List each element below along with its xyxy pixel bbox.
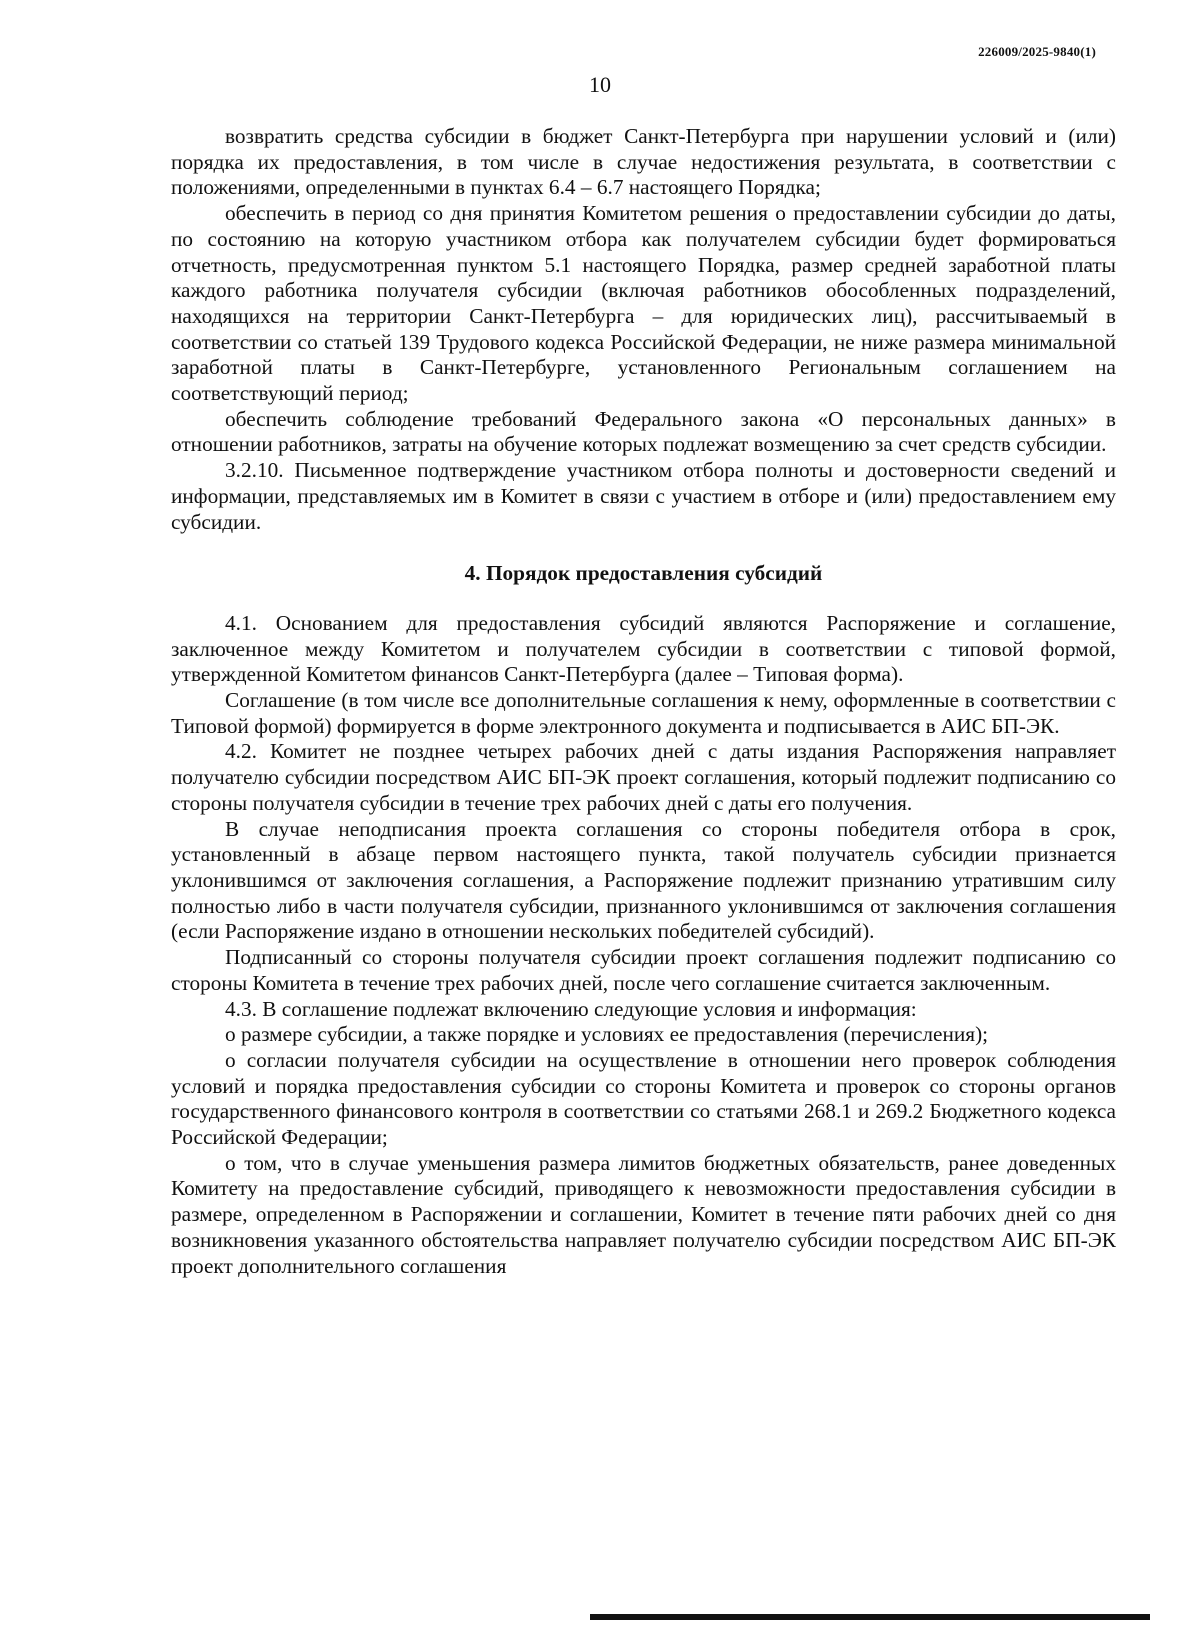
paragraph: 4.3. В соглашение подлежат включению следующие условия и информация: bbox=[225, 996, 917, 1021]
paragraph: о том, что в случае уменьшения размера лимитов бюджетных обязательств, ранее доведенных Комитету на предоставление субсидий, приводящего к невозможности предоставления субсидии в размере, определенном в Распоряжении и соглашении, Комитет в течение пяти рабочих дней со дня возникновения указанного обстоятельства направляет получателю субсидии посредством АИС БП-ЭК проект дополнительного соглашения bbox=[171, 1150, 1116, 1278]
document-body bbox=[171, 124, 1116, 1279]
section-heading: 4. Порядок предоставления субсидий bbox=[464, 561, 823, 586]
paragraph: обеспечить в период со дня принятия Комитетом решения о предоставлении субсидии до даты, по состоянию на которую участником отбора как получателем субсидии будет формироваться отчетность, предусмотренная пунктом 5.1 настоящего Порядка, размер средней заработной платы каждого работника получателя субсидии (включая работников обособленных подразделений, находящихся на территории Санкт-Петербурга – для юридических лиц), рассчитываемый в соответствии со статьей 139 Трудового кодекса Российской Федерации, не ниже размера минимальной заработной платы в Санкт-Петербурге, установленного Региональным соглашением на соответствующий период; bbox=[171, 201, 1116, 406]
document-reference-number: 226009/2025-9840(1) bbox=[978, 44, 1096, 59]
paragraph: В случае неподписания проекта соглашения со стороны победителя отбора в срок, установленный в абзаце первом настоящего пункта, такой получатель субсидии признается уклонившимся от заключения соглашения, а Распоряжение подлежит признанию утратившим силу полностью либо в части получателя субсидии, признанного уклонившимся от заключения соглашения (если Распоряжение издано в отношении нескольких победителей субсидий). bbox=[171, 816, 1116, 944]
paragraph: Соглашение (в том числе все дополнительные соглашения к нему, оформленные в соответствии с Типовой формой) формируется в форме электронного документа и подписывается в АИС БП-ЭК. bbox=[171, 688, 1116, 738]
paragraph: возвратить средства субсидии в бюджет Санкт-Петербурга при нарушении условий и (или) порядка их предоставления, в том числе в случае недостижения результата, в соответствии с положениями, определенными в пунктах 6.4 – 6.7 настоящего Порядка; bbox=[171, 124, 1116, 200]
paragraph: 4.1. Основанием для предоставления субсидий являются Распоряжение и соглашение, заключенное между Комитетом и получателем субсидии в соответствии с типовой формой, утвержденной Комитетом финансов Санкт-Петербурга (далее – Типовая форма). bbox=[171, 610, 1116, 687]
paragraph: о согласии получателя субсидии на осуществление в отношении него проверок соблюдения условий и порядка предоставления субсидии со стороны Комитета и проверок со стороны органов государственного финансового контроля в соответствии со статьями 268.1 и 269.2 Бюджетного кодекса Российской Федерации; bbox=[171, 1047, 1116, 1150]
page-number: 10 bbox=[589, 72, 611, 97]
paragraph: 3.2.10. Письменное подтверждение участником отбора полноты и достоверности сведений и информации, представляемых им в Комитет в связи с участием в отборе и (или) предоставлением ему субсидии. bbox=[171, 458, 1116, 534]
paragraph: 4.2. Комитет не позднее четырех рабочих дней с даты издания Распоряжения направляет получателю субсидии посредством АИС БП-ЭК проект соглашения, который подлежит подписанию со стороны получателя субсидии в течение трех рабочих дней с даты его получения. bbox=[171, 739, 1116, 815]
paragraph: о размере субсидии, а также порядке и условиях ее предоставления (перечисления); bbox=[225, 1022, 989, 1047]
paragraph: Подписанный со стороны получателя субсидии проект соглашения подлежит подписанию со стороны Комитета в течение трех рабочих дней, после чего соглашение считается заключенным. bbox=[171, 945, 1116, 995]
paragraph: обеспечить соблюдение требований Федерального закона «О персональных данных» в отношении работников, затраты на обучение которых подлежат возмещению за счет средств субсидии. bbox=[171, 406, 1116, 457]
scan-edge-line bbox=[590, 1614, 1150, 1620]
